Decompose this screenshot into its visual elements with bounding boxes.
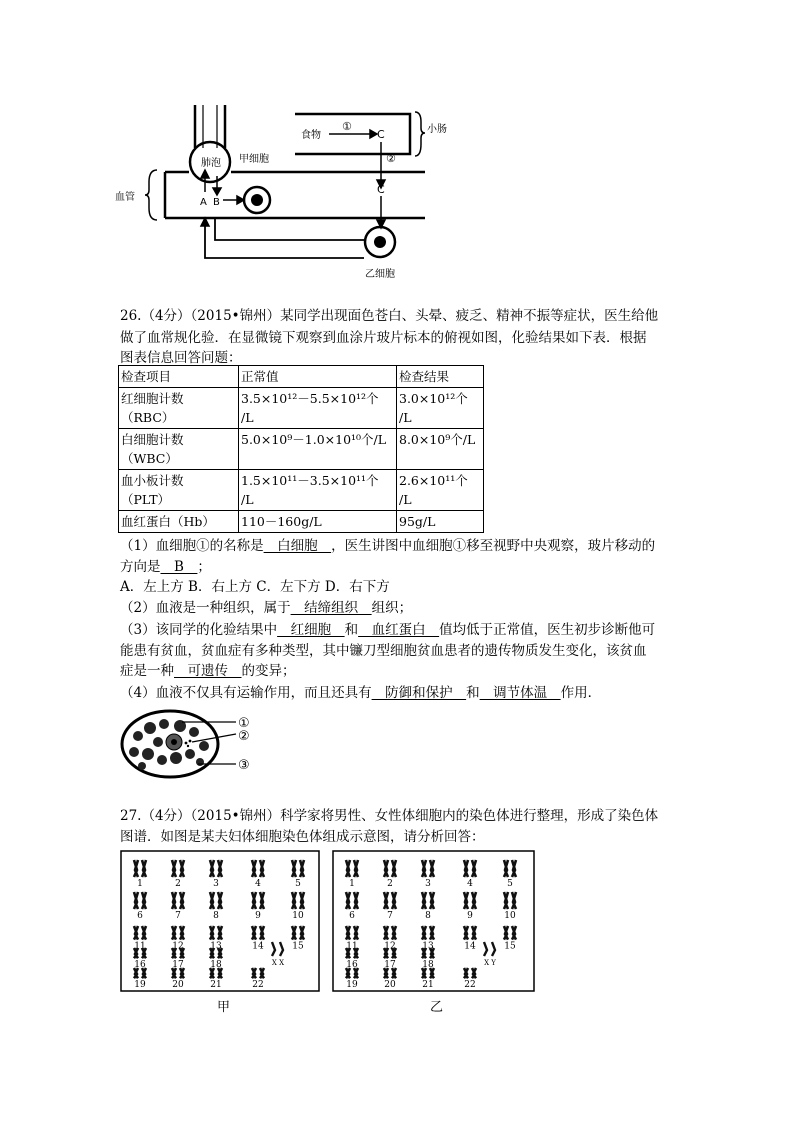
cell-result: 2.6×10¹¹个	[399, 473, 468, 488]
chromosome-number: 14	[464, 941, 476, 952]
caption-yi: 乙	[430, 1000, 444, 1015]
answer-blank: B	[160, 559, 198, 575]
chromosome-number: 21	[422, 980, 434, 991]
chromosome-number: 3	[213, 879, 219, 889]
q27-line2: 图谱．如图是某夫妇体细胞染色体组成示意图，请分析回答：	[120, 829, 485, 845]
q26-p3-line1: （3）该同学的化验结果中 红细胞 和 血红蛋白 值均低于正常值，医生初步诊断他可	[120, 622, 656, 638]
answer-blank: 红细胞	[277, 622, 345, 638]
chromosome-number: 17	[384, 960, 396, 971]
chromosome-number: 14	[252, 941, 264, 952]
chromosome-number: 20	[384, 980, 396, 991]
chromosome-number: 5	[295, 879, 301, 889]
table-row	[119, 429, 484, 470]
chromosome-number: 19	[346, 980, 358, 991]
cell-item: 白细胞计数	[121, 432, 184, 447]
chromosome-number: 6	[137, 911, 143, 921]
cell-normal: 5.0×10⁹－1.0×10¹⁰个/L	[241, 432, 387, 447]
chromosome-number: 13	[422, 941, 434, 952]
answer-blank: 血红蛋白	[358, 622, 440, 638]
smear-label-1: ①	[238, 716, 250, 731]
chromosome-number: 11	[346, 941, 358, 952]
cell-result-unit: /L	[399, 492, 412, 507]
food-label: 食物	[301, 130, 321, 141]
cell-normal-unit: /L	[241, 410, 254, 425]
chromosome-number: 1	[349, 879, 355, 889]
cell-item-abbr: （WBC）	[121, 451, 178, 466]
header-item: 检查项目	[119, 366, 239, 388]
step1-label: ①	[342, 120, 352, 133]
blood-smear-figure	[118, 708, 258, 780]
chromosome-number: 22	[464, 980, 476, 991]
cell-normal-unit: /L	[241, 492, 254, 507]
chromosome-number: 15	[292, 941, 304, 952]
chromosome-number: 2	[387, 879, 393, 889]
answer-blank: 结缔组织	[290, 600, 372, 616]
chromosome-number: 18	[210, 960, 222, 971]
chromosome-number: 9	[467, 911, 473, 921]
chromosome-number: 17	[172, 960, 184, 971]
chromosome-number: 4	[467, 879, 473, 889]
chromosome-number: 6	[349, 911, 355, 921]
karyotype-yi	[332, 850, 535, 992]
cell-normal: 110－160g/L	[239, 511, 397, 533]
chromosome-number: 22	[252, 980, 264, 991]
cell-normal: 1.5×10¹¹－3.5×10¹¹个	[241, 473, 379, 488]
intestine-label: 小肠	[427, 124, 447, 135]
smear-label-3: ③	[238, 758, 250, 773]
cell-yi-label: 乙细胞	[365, 269, 395, 280]
sex-chromosome-label: X Y	[484, 959, 496, 967]
cell-item: 血红蛋白（Hb）	[119, 511, 239, 533]
cell-item: 血小板计数	[121, 473, 184, 488]
chromosome-number: 2	[175, 879, 181, 889]
cell-result: 95g/L	[397, 511, 484, 533]
chromosome-number: 7	[387, 911, 393, 921]
chromosome-number: 12	[384, 941, 396, 952]
q26-options: A．左上方 B．右上方 C．左下方 D．右下方	[120, 579, 390, 595]
q26-p3-line3: 症是一种 可遗传 的变异；	[120, 663, 296, 679]
cell-jia-label: 甲细胞	[239, 154, 269, 165]
vessel-label: 血管	[115, 192, 135, 203]
chromosome-number: 7	[175, 911, 181, 921]
answer-blank: 可遗传	[174, 663, 242, 679]
chromosome-number: 19	[134, 980, 146, 991]
chromosome-number: 1	[137, 879, 143, 889]
cell-result: 3.0×10¹²个	[399, 391, 468, 406]
karyotype-jia	[120, 850, 320, 992]
alveolus-label: 肺泡	[201, 158, 221, 169]
answer-blank: 白细胞	[263, 538, 332, 554]
cell-normal: 3.5×10¹²－5.5×10¹²个	[241, 391, 379, 406]
chromosome-number: 11	[134, 941, 146, 952]
cell-result-unit: /L	[399, 410, 412, 425]
smear-label-2: ②	[238, 729, 250, 744]
chromosome-number: 10	[504, 911, 516, 921]
header-result: 检查结果	[397, 366, 484, 388]
chromosome-number: 16	[134, 960, 146, 971]
q26-p3-line2: 能患有贫血，贫血症有多种类型，其中镰刀型细胞贫血患者的遗传物质发生变化，该贫血	[120, 643, 647, 659]
table-row	[119, 388, 484, 429]
chromosome-number: 4	[255, 879, 261, 889]
chromosome-number: 9	[255, 911, 261, 921]
circulation-diagram	[115, 100, 447, 280]
chromosome-number: 3	[425, 879, 431, 889]
table-row	[119, 511, 484, 533]
cell-item-abbr: （PLT）	[121, 492, 171, 507]
chromosome-number: 18	[422, 960, 434, 971]
q26-line1: 26.（4分）（2015•锦州）某同学出现面色苍白、头晕、疲乏、精神不振等症状，医生给他	[120, 308, 659, 324]
caption-jia: 甲	[217, 1000, 231, 1015]
chromosome-number: 8	[425, 911, 431, 921]
chromosome-number: 13	[210, 941, 222, 952]
chromosome-number: 16	[346, 960, 358, 971]
label-a: A	[200, 197, 207, 208]
answer-blank: 调节体温	[479, 685, 561, 701]
blood-test-table	[118, 365, 484, 533]
q26-p2: （2）血液是一种组织，属于 结缔组织 组织；	[120, 600, 413, 616]
cell-result: 8.0×10⁹个/L	[399, 432, 476, 447]
q26-p1-line2: 方向是 B ；	[120, 559, 211, 575]
chromosome-number: 8	[213, 911, 219, 921]
answer-blank: 防御和保护	[371, 685, 467, 701]
q27-line1: 27.（4分）（2015•锦州）科学家将男性、女性体细胞内的染色体进行整理，形成了染色体	[120, 808, 659, 824]
chromosome-number: 12	[172, 941, 184, 952]
chromosome-number: 10	[292, 911, 304, 921]
header-normal: 正常值	[239, 366, 397, 388]
cell-item: 红细胞计数	[121, 391, 184, 406]
label-c1: C	[377, 128, 385, 141]
step2-label: ②	[386, 152, 396, 165]
q26-p1-line1: （1）血细胞①的名称是 白细胞 ，医生讲图中血细胞①移至视野中央观察，玻片移动的	[120, 538, 656, 554]
table-row	[119, 470, 484, 511]
q26-line3: 图表信息回答问题：	[120, 350, 242, 366]
chromosome-number: 15	[504, 941, 516, 952]
chromosome-number: 20	[172, 980, 184, 991]
label-c2: C	[377, 183, 385, 196]
label-b: B	[213, 197, 220, 208]
chromosome-number: 5	[507, 879, 513, 889]
q26-line2: 做了血常规化验．在显微镜下观察到血涂片玻片标本的俯视如图，化验结果如下表．根据	[120, 330, 647, 346]
sex-chromosome-label: X X	[271, 959, 285, 967]
table-header-row	[119, 366, 484, 388]
q26-p4: （4）血液不仅具有运输作用，而且还具有 防御和保护 和 调节体温 作用．	[120, 685, 602, 701]
cell-item-abbr: （RBC）	[121, 410, 175, 425]
chromosome-number: 21	[210, 980, 222, 991]
